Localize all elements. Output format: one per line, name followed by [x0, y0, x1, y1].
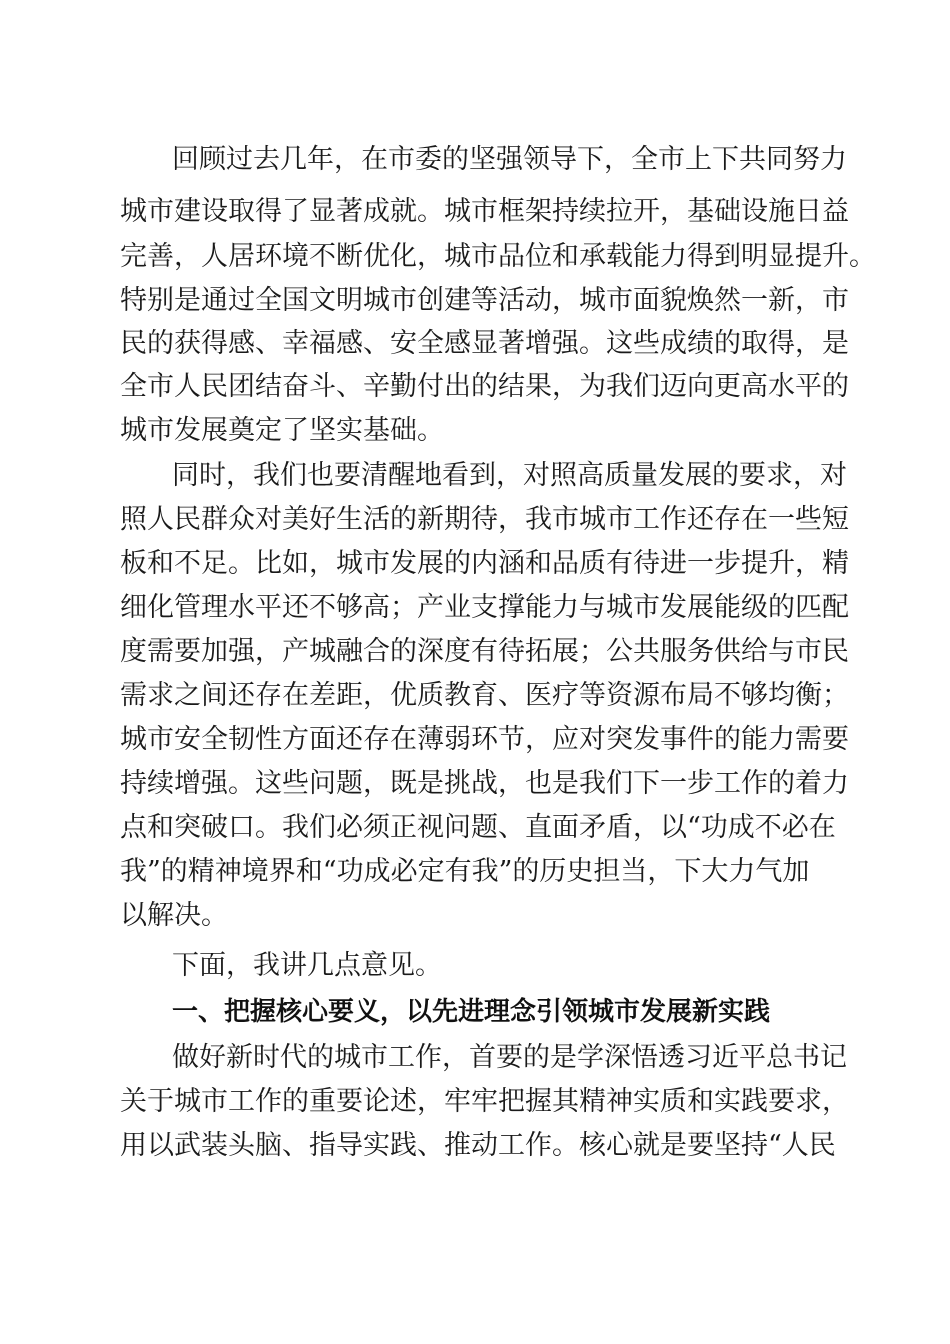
text-line-9: 照人民群众对美好生活的新期待，我市城市工作还存在一些短	[120, 504, 849, 535]
text-line-8: 同时，我们也要清醒地看到，对照高质量发展的要求，对	[172, 460, 847, 491]
text-line-14: 城市安全韧性方面还存在薄弱环节，应对突发事件的能力需要	[120, 724, 849, 755]
text-line-5: 民的获得感、幸福感、安全感显著增强。这些成绩的取得，是	[120, 328, 849, 359]
text-line-16: 点和突破口。我们必须正视问题、直面矛盾，以“功成不必在	[120, 812, 836, 843]
text-line-2: 城市建设取得了显著成就。城市框架持续拉开，基础设施日益	[120, 196, 849, 227]
text-line-11: 细化管理水平还不够高；产业支撑能力与城市发展能级的匹配	[120, 592, 849, 623]
text-line-3: 完善，人居环境不断优化，城市品位和承载能力得到明显提升。	[120, 241, 876, 272]
text-line-23: 用以武装头脑、指导实践、推动工作。核心就是要坚持“人民	[120, 1130, 836, 1161]
text-line-10: 板和不足。比如，城市发展的内涵和品质有待进一步提升，精	[120, 548, 849, 579]
text-line-13: 需求之间还存在差距，优质教育、医疗等资源布局不够均衡；	[120, 680, 849, 711]
text-line-4: 特别是通过全国文明城市创建等活动，城市面貌焕然一新，市	[120, 285, 849, 316]
section-heading: 一、把握核心要义，以先进理念引领城市发展新实践	[172, 997, 771, 1027]
text-line-17: 我”的精神境界和“功成必定有我”的历史担当，下大力气加	[120, 856, 810, 887]
text-line-19: 下面，我讲几点意见。	[172, 950, 442, 981]
text-line-12: 度需要加强，产城融合的深度有待拓展；公共服务供给与市民	[120, 636, 849, 667]
text-line-15: 持续增强。这些问题，既是挑战，也是我们下一步工作的着力	[120, 768, 849, 799]
text-line-1: 回顾过去几年，在市委的坚强领导下，全市上下共同努力	[172, 144, 847, 175]
text-line-6: 全市人民团结奋斗、辛勤付出的结果，为我们迈向更高水平的	[120, 371, 849, 402]
text-line-21: 做好新时代的城市工作，首要的是学深悟透习近平总书记	[172, 1042, 847, 1073]
text-line-18: 以解决。	[120, 900, 228, 931]
text-line-7: 城市发展奠定了坚实基础。	[120, 415, 444, 446]
text-line-22: 关于城市工作的重要论述，牢牢把握其精神实质和实践要求，	[120, 1086, 849, 1117]
